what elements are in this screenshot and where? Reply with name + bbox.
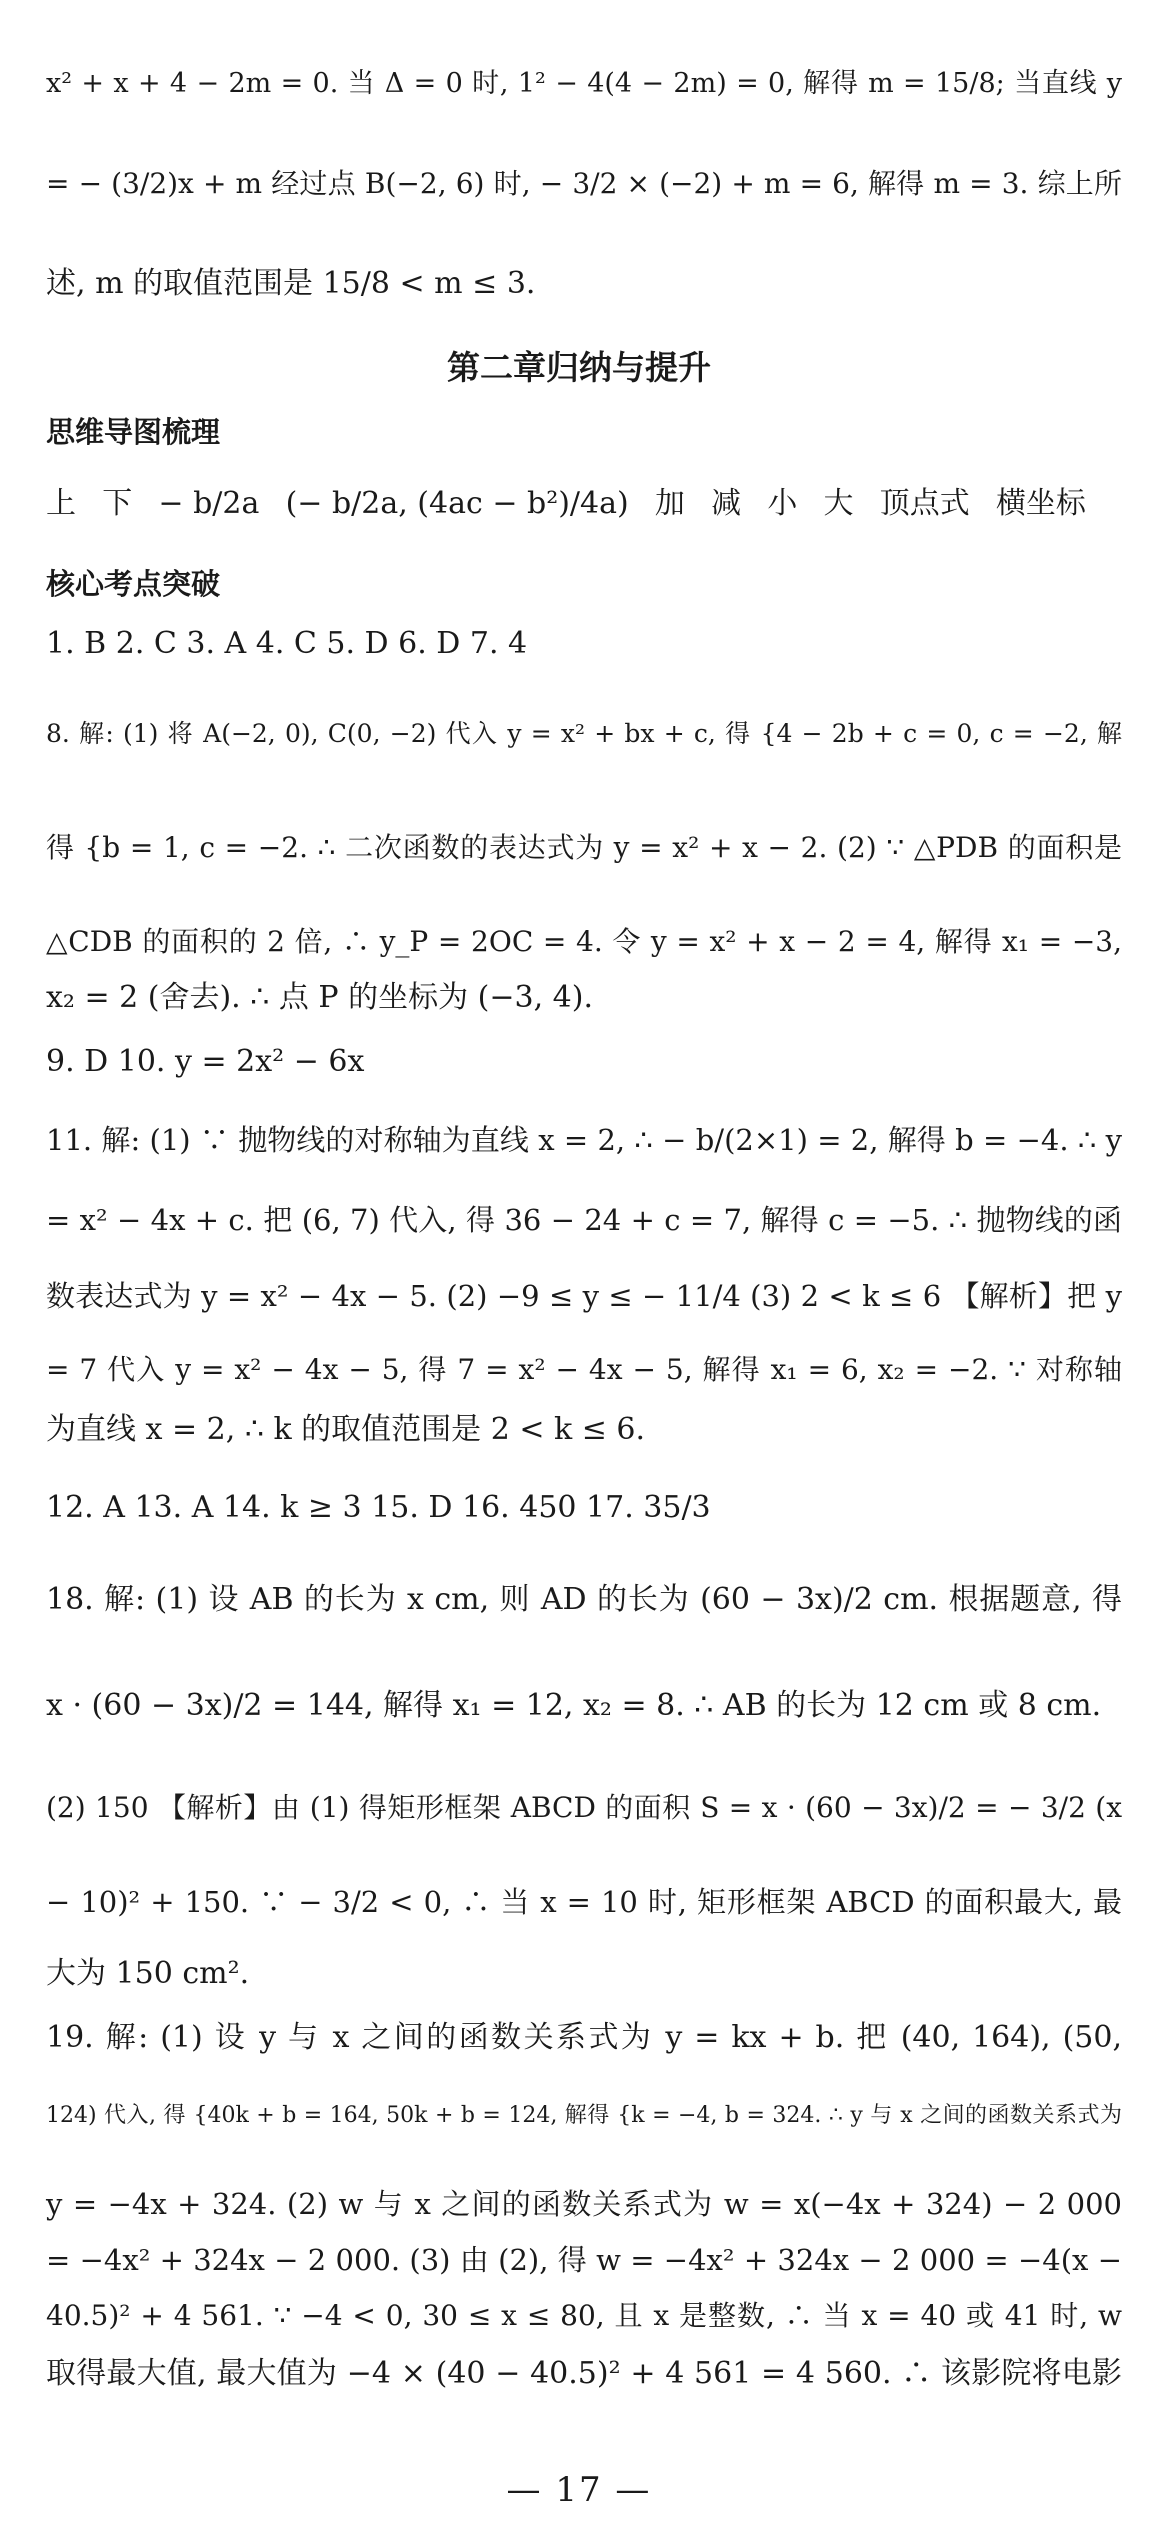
text-line: x · (60 − 3x)/2 = 144, 解得 x₁ = 12, x₂ = 8. ∴ AB 的长为 12 cm 或 8 cm. <box>46 1688 1102 1723</box>
text-line: y = −4x + 324. (2) w 与 x 之间的函数关系式为 w = x(−4x + 324) − 2 000 <box>46 2187 1122 2221</box>
text-line: 为直线 x = 2, ∴ k 的取值范围是 2 < k ≤ 6. <box>46 1412 646 1447</box>
text-line: 大为 150 cm². <box>46 1956 250 1991</box>
text-line: (2) 150 【解析】由 (1) 得矩形框架 ABCD 的面积 S = x · (60 − 3x)/2 = − 3/2 (x <box>46 1791 1122 1824</box>
section-heading-keypoints: 核心考点突破 <box>46 567 221 601</box>
text-line: x₂ = 2 (舍去). ∴ 点 P 的坐标为 (−3, 4). <box>46 980 594 1015</box>
text-line: 40.5)² + 4 561. ∵ −4 < 0, 30 ≤ x ≤ 80, 且 x 是整数, ∴ 当 x = 40 或 41 时, w <box>46 2299 1122 2332</box>
text-line: = 7 代入 y = x² − 4x − 5, 得 7 = x² − 4x − 5, 解得 x₁ = 6, x₂ = −2. ∵ 对称轴 <box>46 1353 1122 1386</box>
mindmap-term: 加 <box>654 486 685 521</box>
text-line: 19. 解: (1) 设 y 与 x 之间的函数关系式为 y = kx + b. 把 (40, 164), (50, <box>46 2020 1122 2055</box>
text-line: − 10)² + 150. ∵ − 3/2 < 0, ∴ 当 x = 10 时, 矩形框架 ABCD 的面积最大, 最 <box>46 1885 1122 1919</box>
mindmap-term: 小 <box>767 486 798 521</box>
text-line: = −4x² + 324x − 2 000. (3) 由 (2), 得 w = −4x² + 324x − 2 000 = −4(x − <box>46 2243 1122 2277</box>
mindmap-term: 横坐标 <box>995 486 1086 521</box>
text-line: x² + x + 4 − 2m = 0. 当 Δ = 0 时, 1² − 4(4 − 2m) = 0, 解得 m = 15/8; 当直线 y <box>46 68 1122 99</box>
mindmap-term: − b/2a <box>158 486 260 521</box>
text-line: 11. 解: (1) ∵ 抛物线的对称轴为直线 x = 2, ∴ − b/(2×1) = 2, 解得 b = −4. ∴ y <box>46 1123 1122 1157</box>
mindmap-term: 减 <box>711 486 742 521</box>
text-line: 得 {b = 1, c = −2. ∴ 二次函数的表达式为 y = x² + x − 2. (2) ∵ △PDB 的面积是 <box>46 831 1122 864</box>
text-line: 数表达式为 y = x² − 4x − 5. (2) −9 ≤ y ≤ − 11/4 (3) 2 < k ≤ 6 【解析】把 y <box>46 1279 1122 1313</box>
text-line: 取得最大值, 最大值为 −4 × (40 − 40.5)² + 4 561 = 4 560. ∴ 该影院将电影 <box>46 2356 1122 2391</box>
text-line: 12. A 13. A 14. k ≥ 3 15. D 16. 450 17. 35/3 <box>46 1490 711 1525</box>
chapter-title: 第二章归纳与提升 <box>447 348 711 387</box>
text-line: △CDB 的面积的 2 倍, ∴ y_P = 2OC = 4. 令 y = x² + x − 2 = 4, 解得 x₁ = −3, <box>46 925 1122 958</box>
text-line: 124) 代入, 得 {40k + b = 164, 50k + b = 124, 解得 {k = −4, b = 324. ∴ y 与 x 之间的函数关系式为 <box>46 2103 1122 2128</box>
mindmap-terms <box>46 484 1086 524</box>
text-line: 18. 解: (1) 设 AB 的长为 x cm, 则 AD 的长为 (60 − 3x)/2 cm. 根据题意, 得 <box>46 1582 1122 1617</box>
text-line: 述, m 的取值范围是 15/8 < m ≤ 3. <box>46 266 536 301</box>
page-number: — 17 — <box>506 2470 652 2510</box>
mindmap-term: 顶点式 <box>879 486 970 521</box>
mindmap-term: (− b/2a, (4ac − b²)/4a) <box>285 486 629 521</box>
mindmap-term: 上 <box>46 486 76 521</box>
text-line: 9. D 10. y = 2x² − 6x <box>46 1044 365 1079</box>
mindmap-term: 大 <box>823 486 854 521</box>
text-line: = x² − 4x + c. 把 (6, 7) 代入, 得 36 − 24 + c = 7, 解得 c = −5. ∴ 抛物线的函 <box>46 1203 1122 1237</box>
text-line: 8. 解: (1) 将 A(−2, 0), C(0, −2) 代入 y = x² + bx + c, 得 {4 − 2b + c = 0, c = −2, 解 <box>46 719 1122 748</box>
mindmap-term: 下 <box>102 486 133 521</box>
text-line: = − (3/2)x + m 经过点 B(−2, 6) 时, − 3/2 × (−2) + m = 6, 解得 m = 3. 综上所 <box>46 167 1122 200</box>
text-line: 1. B 2. C 3. A 4. C 5. D 6. D 7. 4 <box>46 626 528 661</box>
section-heading-mindmap: 思维导图梳理 <box>46 415 221 449</box>
